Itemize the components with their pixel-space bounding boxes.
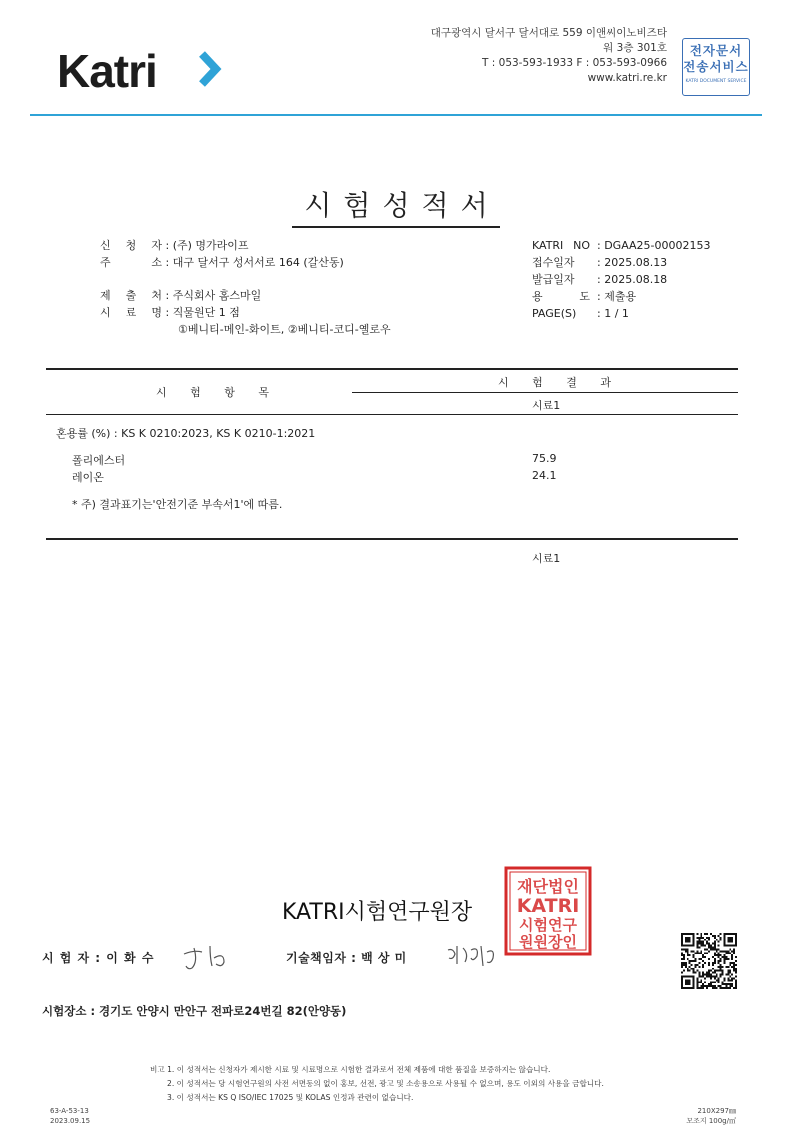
address-line2: 워 3층 301호	[603, 42, 667, 54]
katri-logo: Katri	[57, 45, 157, 97]
official-seal	[503, 865, 593, 957]
form-code-block	[50, 1106, 90, 1126]
seal-text: 재단법인	[517, 877, 579, 896]
manager-signature	[445, 940, 509, 972]
seal-text: 원원장인	[519, 933, 577, 951]
applicant-name: (주) 명가라이프	[172, 239, 249, 252]
form-code: 63-A-53-13	[50, 1107, 89, 1115]
tester-label: 시 험 자 : 이 화 수	[42, 951, 155, 965]
document-title: 시험성적서	[292, 184, 499, 228]
test-method: 혼용률 (%) : KS K 0210:2023, KS K 0210-1:2021	[56, 427, 316, 440]
applicant-address: 대구 달서구 성서서로 164 (갈산동)	[172, 256, 344, 269]
document-service-badge	[682, 38, 750, 96]
result-row-name: 폴리에스터	[72, 454, 126, 467]
sample-column-header: 시료1	[532, 399, 561, 412]
paper-spec	[686, 1106, 736, 1126]
received-label: 접수일자	[532, 256, 575, 269]
result-header-rule	[352, 392, 738, 393]
issued-date: 2025.08.18	[604, 273, 668, 286]
sample-footer-label: 시료1	[532, 552, 561, 565]
katri-no: DGAA25-00002153	[604, 239, 711, 252]
applicant-label: 신 청 자	[100, 239, 162, 252]
test-location: 시험장소 : 경기도 안양시 만안구 전파로24번길 82(안양동)	[42, 1004, 347, 1018]
received-date: 2025.08.13	[604, 256, 668, 269]
address-line1: 대구광역시 달서구 달서대로 559 이앤씨이노비즈타	[430, 27, 667, 39]
result-note: * 주) 결과표기는'안전기준 부속서1'에 따름.	[72, 498, 283, 511]
applicant-info: 신 청 자 : (주) 명가라이프 주 소 : 대구 달서구 성서서로 164 (갈산동) 제 출 처 : 주식회사 홈스마일 시 료 명 : 직물원단 1 점 ①베니티-메인-화이트, ②베니티-코디-옐로우	[100, 239, 391, 336]
badge-line3: KATRI DOCUMENT SERVICE	[685, 79, 747, 84]
table-bottom-rule	[46, 538, 738, 540]
paper-weight: 모조지 100g/㎡	[686, 1117, 736, 1125]
header-address	[431, 26, 667, 86]
qr-code	[681, 933, 737, 989]
sample-detail: ①베니티-메인-화이트, ②베니티-코디-옐로우	[178, 323, 391, 336]
footnote-2: 2. 이 성적서는 당 시험연구원의 사전 서면동의 없이 홍보, 선전, 광고 및 소송용으로 사용될 수 없으며, 용도 이외의 사용을 금합니다.	[167, 1079, 604, 1088]
document-title-wrap	[0, 184, 792, 228]
form-date: 2023.09.15	[50, 1117, 91, 1125]
sample-label: 시 료 명	[100, 306, 162, 319]
footnotes	[150, 1063, 604, 1105]
footnote-1: 비고 1. 이 성적서는 신청자가 제시한 시료 및 시료명으로 시험한 결과로서 전체 제품에 대한 품질을 보증하지는 않습니다.	[150, 1065, 551, 1074]
logo-chevron-icon	[196, 48, 228, 90]
seal-text: 시험연구	[519, 916, 577, 934]
page-label: PAGE(S)	[532, 307, 577, 320]
test-item-header: 시 험 항 목	[156, 386, 279, 399]
purpose: 제출용	[604, 290, 637, 303]
paper-size: 210X297㎜	[697, 1107, 736, 1115]
table-top-rule	[46, 368, 738, 370]
report-info: KATRI NO : DGAA25-00002153 접수일자 : 2025.08.13 발급일자 : 2025.08.18 용 도 : 제출용 PAGE(S) : 1 / 1	[532, 239, 711, 320]
badge-line2: 전송서비스	[683, 59, 749, 74]
result-row-name: 레이온	[72, 471, 104, 484]
header-divider	[30, 114, 762, 116]
seal-text: KATRI	[516, 895, 580, 917]
submitter-label: 제 출 처	[100, 289, 162, 302]
badge-line1: 전자문서	[689, 43, 743, 58]
footnote-3: 3. 이 성적서는 KS Q ISO/IEC 17025 및 KOLAS 인정과 관련이 없습니다.	[167, 1093, 414, 1102]
test-result-header: 시 험 결 과	[498, 376, 621, 389]
contact-numbers: T : 053-593-1933 F : 053-593-0966	[482, 57, 667, 69]
issued-label: 발급일자	[532, 273, 575, 286]
page-count: 1 / 1	[604, 307, 629, 320]
address-label: 주 소	[100, 256, 162, 269]
katri-no-label: KATRI NO	[532, 239, 590, 252]
institute-head: KATRI시험연구원장	[282, 900, 473, 925]
result-row-value: 75.9	[532, 452, 557, 465]
result-row-value: 24.1	[532, 469, 557, 482]
submitter-name: 주식회사 홈스마일	[172, 289, 262, 302]
manager-label: 기술책임자 : 백 상 미	[286, 951, 407, 965]
tester-signature	[180, 940, 244, 974]
purpose-label: 용 도	[532, 290, 590, 303]
website: www.katri.re.kr	[587, 72, 667, 84]
sample-name: 직물원단 1 점	[172, 306, 240, 319]
table-header-rule	[46, 414, 738, 415]
